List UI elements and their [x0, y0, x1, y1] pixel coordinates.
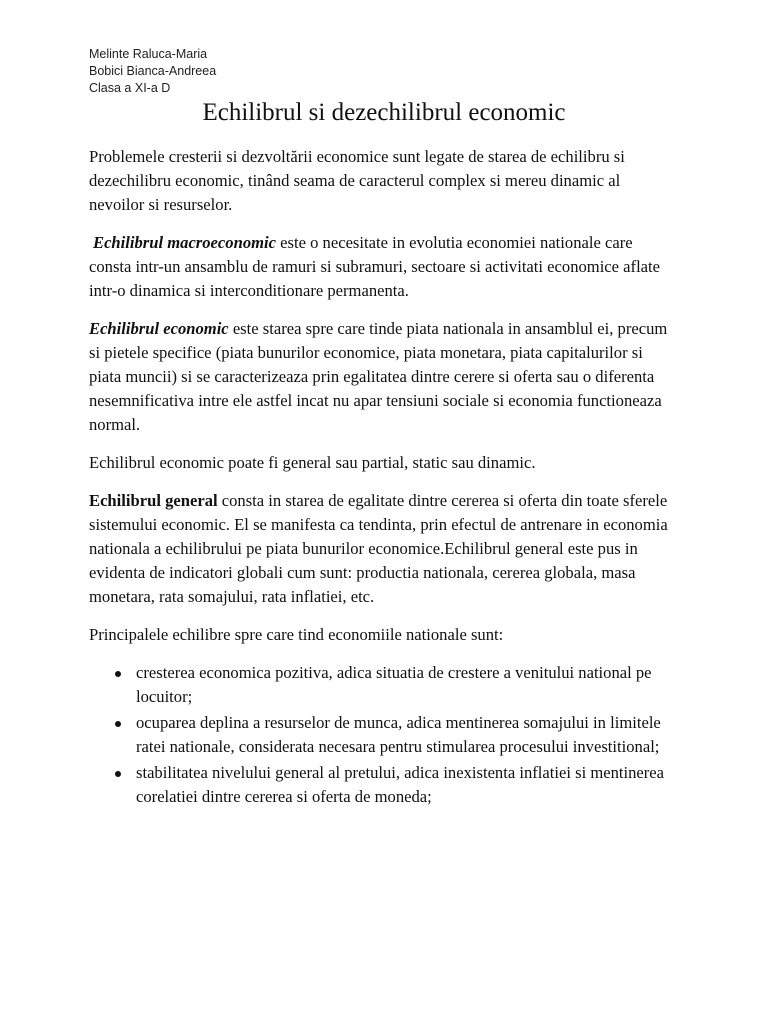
- list-item-text: ocuparea deplina a resurselor de munca, adica mentinerea somajului in limitele ratei nationale, considerata necesara pentru stimularea procesului investitional;: [136, 713, 661, 756]
- author-block: [89, 46, 216, 97]
- list-item-text: cresterea economica pozitiva, adica situatia de crestere a venitului national pe locuitor;: [136, 663, 652, 706]
- paragraph-list-intro: Principalele echilibre spre care tind economiile nationale sunt:: [89, 625, 504, 644]
- paragraph-general: [89, 489, 679, 609]
- paragraph-macroeconomic-text: este o necesitate in evolutia economiei nationale care consta intr-un ansamblu de ramuri si subramuri, sectoare si activitati economice aflate intr-o dinamica si interconditionare permanenta.: [89, 233, 661, 300]
- term-economic: Echilibrul economic: [89, 319, 229, 338]
- term-macroeconomic: Echilibrul macroeconomic: [93, 233, 276, 252]
- paragraph-general-text: consta in starea de egalitate dintre cererea si oferta din toate sferele sistemului economic. El se manifesta ca tendinta, prin efectul de antrenare in economia nationala a echilibrului pe piata bunurilor economice.Echilibrul general este pus in evidenta de indicatori globali cum sunt: productia nationala, cererea globala, masa monetara, rata somajului, rata inflatiei, etc.: [89, 491, 668, 606]
- class-label: Clasa a XI-a D: [89, 81, 171, 95]
- paragraph-intro: Problemele cresterii si dezvoltării economice sunt legate de starea de echilibru si dezechilibru economic, tinând seama de caracterul complex si mereu dinamic al nevoilor si resurselor.: [89, 147, 625, 214]
- author-name-2: Bobici Bianca-Andreea: [89, 64, 217, 78]
- document-body: [89, 145, 679, 811]
- list-item: [89, 761, 679, 809]
- term-general: Echilibrul general: [89, 491, 218, 510]
- bullet-icon: [115, 671, 121, 677]
- bullet-icon: [115, 771, 121, 777]
- paragraph-economic: [89, 317, 679, 437]
- author-name-1: Melinte Raluca-Maria: [89, 47, 208, 61]
- paragraph-economic-text: este starea spre care tinde piata nationala in ansamblul ei, precum si pietele specifice (piata bunurilor economice, piata monetara, piata capitalurilor si piata muncii) si se caracterizeaza prin egalitatea dintre cerere si oferta sau o diferenta nesemnificativa intre ele astfel incat nu apar tensiuni sociale si economia functioneaza normal.: [89, 319, 668, 434]
- paragraph-macroeconomic: [89, 231, 679, 303]
- list-item: [89, 711, 679, 759]
- list-item-text: stabilitatea nivelului general al pretului, adica inexistenta inflatiei si mentinerea corelatiei dintre cererea si oferta de moneda;: [136, 763, 665, 806]
- bullet-list: [89, 661, 679, 809]
- document-title: Echilibrul si dezechilibrul economic: [202, 99, 566, 126]
- paragraph-types: Echilibrul economic poate fi general sau partial, static sau dinamic.: [89, 453, 536, 472]
- list-item: [89, 661, 679, 709]
- bullet-icon: [115, 721, 121, 727]
